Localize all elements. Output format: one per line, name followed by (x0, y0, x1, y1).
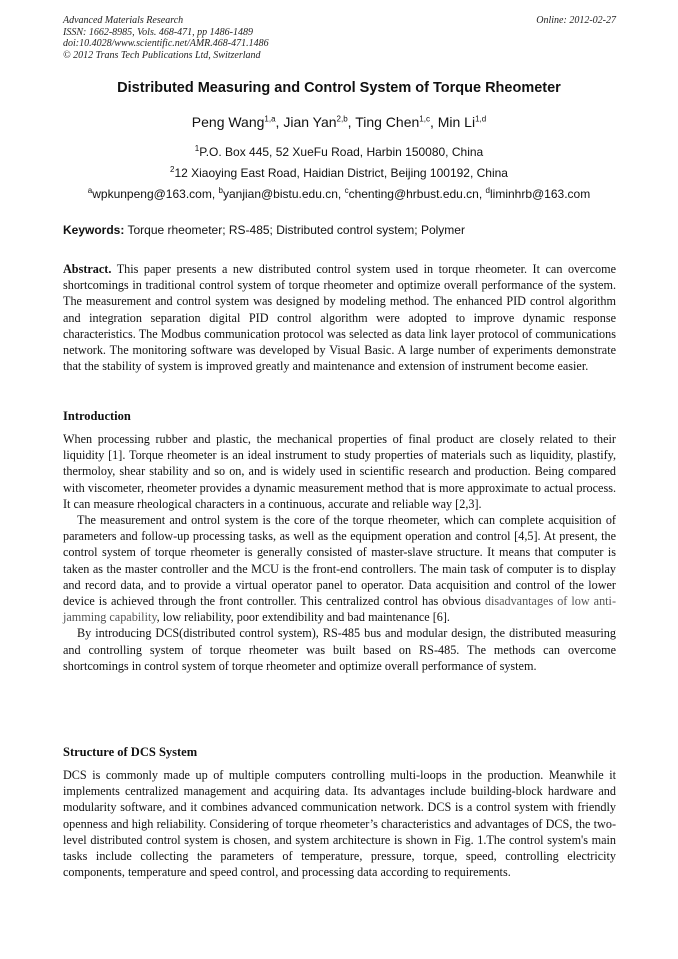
journal-header (63, 15, 616, 61)
paragraph-text: The measurement and ontrol system is the core of the torque rheometer, which can complete acquisition of parameters and follow-up processing tasks, as well as the equipment operation and control [4,5]. At present, the control system of torque rheometer is generally consisted of master-slave structure. It means that computer is taken as the master controller and the MCU is the front-end controllers. The main task of computer is to display and record data, and to provide a virtual operator panel to operator. Data acquisition and control of the lower device is achieved through the front controller. This centralized control has obvious (63, 513, 616, 609)
keywords-label: Keywords: (63, 223, 125, 237)
email-link[interactable]: wpkunpeng@163.com, (92, 187, 216, 201)
journal-issn: ISSN: 1662-8985, Vols. 468-471, pp 1486-1489 (63, 26, 253, 38)
affiliation-sup: 2 (170, 165, 175, 174)
email-link[interactable]: liminhrb@163.com (489, 187, 591, 201)
author-name: Min Li (437, 114, 476, 130)
paragraph: When processing rubber and plastic, the mechanical properties of final product are closely related to their liquidity [1]. Torque rheometer is an ideal instrument to study properties of materials such as liquidity, plastify, thermoloy, shear stability and so on, and is widely used in scientific research and production. Being compared with viscometer, rheometer provides a dynamic measurement method that is more approximate to actual process. It can measure rheological characters in a continuous, accurate and reliable way [2,3]. (63, 432, 616, 511)
paragraph: By introducing DCS(distributed control system), RS-485 bus and modular design, the distributed measuring and controlling system of torque rheometer was built based on RS-485. The methods can overcome shortcomings in control system of torque rheometer and optimize overall performance of system. (63, 626, 616, 673)
email-sup: a (87, 186, 93, 195)
keywords (63, 223, 616, 237)
paragraph-text: , low reliability, poor extendibility and bad maintenance [6]. (156, 610, 450, 625)
author-sup: 1,c (419, 114, 430, 124)
author-name: Peng Wang (191, 114, 265, 130)
email-sup: c (344, 186, 349, 195)
author-name: Jian Yan (283, 114, 337, 130)
abstract-label: Abstract. (63, 262, 112, 276)
online-date: Online: 2012-02-27 (536, 15, 616, 26)
author-sup: 2,b (336, 114, 348, 124)
journal-copyright: © 2012 Trans Tech Publications Ltd, Switzerland (63, 49, 261, 61)
author-emails (0, 187, 678, 201)
keywords-text: Torque rheometer; RS-485; Distributed control system; Polymer (127, 223, 465, 237)
author-list: Peng Wang$^{1,a}$, Jian Yan$^{2,b}$, Ting Chen$^{1,c}$, Min Li$^{1,d}$ (191, 114, 487, 130)
affiliation-text: P.O. Box 445, 52 XueFu Road, Harbin 150080, China (199, 145, 484, 159)
affiliation-sup: 1 (194, 144, 200, 153)
structure-section (63, 767, 616, 880)
journal-name: Advanced Materials Research (63, 15, 184, 26)
email-link[interactable]: yanjian@bistu.edu.cn, (222, 187, 342, 201)
abstract (63, 261, 616, 374)
paragraph: DCS is commonly made up of multiple computers controlling multi-loops in the production. Meanwhile it implements centralized management and acquiring data. Its advantages include building-block hardware and modularity software, and it combines advanced communication network. DCS is a control system with friendly openness and high reliability. Considering of torque rheometer’s characteristics and advantages of DCS, the two-level distributed control system is chosen, and system architecture is shown in Fig. 1.The control system's main tasks include collecting the parameters of temperature, pressure, torque, speed, controlling electricity components, temperature and speed control, and processing data according to requirements. (63, 768, 616, 880)
paragraph (63, 512, 616, 625)
email-link[interactable]: chenting@hrbust.edu.cn, (348, 187, 483, 201)
email-sup: d (485, 186, 490, 195)
affiliation-2 (0, 166, 678, 180)
highlighted-text: disadvantages of low anti-jamming capability (63, 594, 616, 625)
abstract-text: This paper presents a new distributed control system used in torque rheometer. It can overcome shortcomings in traditional control system of torque rheometer and optimize overall performance of the system. The measurement and control system was designed by modeling method. The enhanced PID control algorithm and integration separation digital PID control algorithm were adopted to improve dynamic response characteristics. The Modbus communication protocol was selected as data link layer protocol of communications network. The monitoring software was developed by Visual Basic. A large number of experiments demonstrate that the stability of system is improved greatly and maintenance and extension of instrument become easier. (63, 262, 617, 374)
journal-doi: doi:10.4028/www.scientific.net/AMR.468-471.1486 (63, 38, 269, 49)
paper-title: Distributed Measuring and Control System of Torque Rheometer (117, 80, 561, 96)
author-sup: 1,a (264, 114, 276, 124)
section-heading-structure: Structure of DCS System (63, 745, 198, 759)
author-sup: 1,d (475, 114, 487, 124)
author-name: Ting Chen (355, 114, 420, 130)
affiliation-text: 12 Xiaoying East Road, Haidian District, Beijing 100192, China (174, 166, 508, 180)
introduction-section (63, 431, 616, 674)
section-heading-introduction: Introduction (63, 409, 131, 423)
affiliation-1 (0, 145, 678, 159)
email-sup: b (218, 186, 223, 195)
